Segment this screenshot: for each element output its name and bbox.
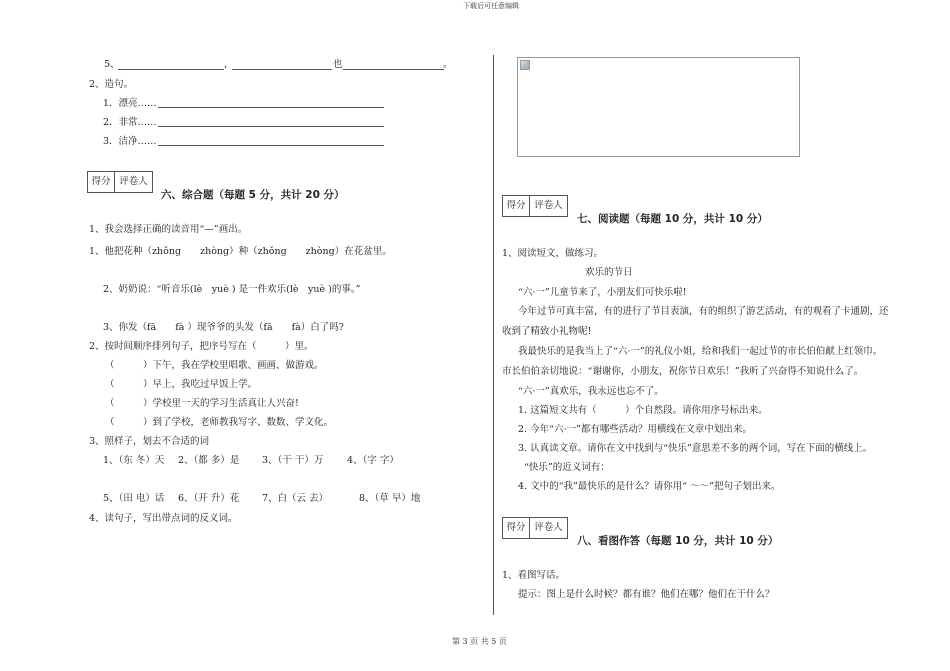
passage-line: 我最快乐的是我当上了“六·一”的礼仪小姐，给和我们一起过节的市长伯伯献上红领巾。 xyxy=(518,346,883,357)
sentence-item: 2．非常…… xyxy=(103,117,157,128)
s6-q3: 3、照样子，划去不合适的词 xyxy=(89,436,210,447)
hint-text: 提示：图上是什么时候？都有谁？他们在哪？他们在干什么？ xyxy=(518,589,775,600)
reading-question: 3. 认真读文章。请你在文中找到与“快乐”意思差不多的两个词，写在下面的横线上。 xyxy=(518,443,873,454)
q5-end: 。 xyxy=(443,59,453,70)
page-footer: 第 3 页 共 5 页 xyxy=(452,637,507,646)
score-box xyxy=(502,517,568,539)
s6-q1-item: 1、他把花种（zhǒng zhòng）种（zhǒng zhòng）在花盆里。 xyxy=(89,246,392,257)
q5-prefix: 5、 xyxy=(104,59,120,70)
score-label: 得分 xyxy=(503,196,530,216)
s6-q4: 4、读句子，写出带点词的反义词。 xyxy=(89,513,238,524)
blank-line xyxy=(343,69,444,70)
score-box xyxy=(87,171,153,193)
grader-label: 评卷人 xyxy=(119,176,148,187)
s8-q1: 1、看图写话。 xyxy=(502,570,566,581)
grader-label: 评卷人 xyxy=(534,522,563,533)
passage-line: 市长伯伯亲切地说：“谢谢你，小朋友，祝你节日欢乐！”我听了兴奋得不知说什么了。 xyxy=(502,366,864,377)
s7-q1: 1、阅读短文，做练习。 xyxy=(502,248,604,259)
header-note: 下载后可任意编辑 xyxy=(463,2,519,10)
word-choice: 7、白（云 去） xyxy=(262,493,329,504)
passage-line: “六·一”真欢乐，我永远也忘不了。 xyxy=(518,386,664,397)
passage-line: “六·一”儿童节来了，小朋友们可快乐啦! xyxy=(518,287,687,298)
reading-question: 4. 文中的“我”最快乐的是什么？请你用“ ～～”把句子划出来。 xyxy=(518,481,781,492)
word-choice: 4、（字 字） xyxy=(347,455,399,466)
order-item: （ ）到了学校，老师教我写字、数数、学文化。 xyxy=(105,417,334,428)
grader-label: 评卷人 xyxy=(534,200,563,211)
answer-line xyxy=(158,145,384,146)
blank-line xyxy=(232,69,332,70)
s6-q1-item: 2、奶奶说：“听音乐(lè yuè ) 是一件欢乐(lè yuè )的事。” xyxy=(103,284,361,295)
word-choice: 6、（开 升）花 xyxy=(178,493,240,504)
answer-line xyxy=(158,107,384,108)
order-item: （ ）下午，我在学校里唱歌、画画、做游戏。 xyxy=(105,360,324,371)
score-box xyxy=(502,195,568,217)
word-choice: 5、（田 电）话 xyxy=(103,493,165,504)
s6-q1: 1、我会选择正确的读音用“—”画出。 xyxy=(89,224,248,235)
section-6-title: 六、综合题（每题 5 分，共计 20 分） xyxy=(161,189,345,201)
passage-title: 欢乐的节日 xyxy=(585,267,633,278)
score-label: 得分 xyxy=(88,172,115,192)
make-sentence-heading: 2、造句。 xyxy=(89,79,134,90)
passage-line: 收到了精致小礼物呢! xyxy=(502,326,592,337)
passage-line: 今年过节可真丰富，有的进行了节目表演，有的组织了游艺活动，有的观看了卡通剧，还 xyxy=(518,306,889,317)
section-8-title: 八、看图作答（每题 10 分，共计 10 分） xyxy=(577,535,779,547)
s6-q2: 2、按时间顺序排列句子，把序号写在（ ）里。 xyxy=(89,341,314,352)
answer-line xyxy=(158,126,384,127)
sentence-item: 3．洁净…… xyxy=(103,136,157,147)
reading-question: “快乐”的近义词有： xyxy=(524,462,610,473)
order-item: （ ）早上，我吃过早饭上学。 xyxy=(105,379,258,390)
column-divider xyxy=(493,55,494,615)
broken-image-icon xyxy=(520,60,530,70)
word-choice: 8、（草 早）地 xyxy=(359,493,421,504)
word-choice: 3、（干 干）万 xyxy=(262,455,324,466)
word-choice: 1、（东 冬）天 xyxy=(103,455,165,466)
reading-question: 1. 这篇短文共有（ ）个自然段。请你用序号标出来。 xyxy=(518,405,768,416)
section-7-title: 七、阅读题（每题 10 分，共计 10 分） xyxy=(577,213,768,225)
word-choice: 2、（都 多）是 xyxy=(178,455,240,466)
q5-also: 也 xyxy=(333,59,343,70)
order-item: （ ）学校里一天的学习生活真让人兴奋! xyxy=(105,398,299,409)
score-label: 得分 xyxy=(503,518,530,538)
q5-comma: ， xyxy=(224,59,234,70)
image-placeholder xyxy=(517,57,800,157)
reading-question: 2. 今年“六·一”都有哪些活动？用横线在文章中划出来。 xyxy=(518,424,752,435)
s6-q1-item: 3、你发（fā fà ）现爷爷的头发（fā fà）白了吗? xyxy=(103,322,344,333)
sentence-item: 1．漂亮…… xyxy=(103,98,157,109)
blank-line xyxy=(118,69,224,70)
